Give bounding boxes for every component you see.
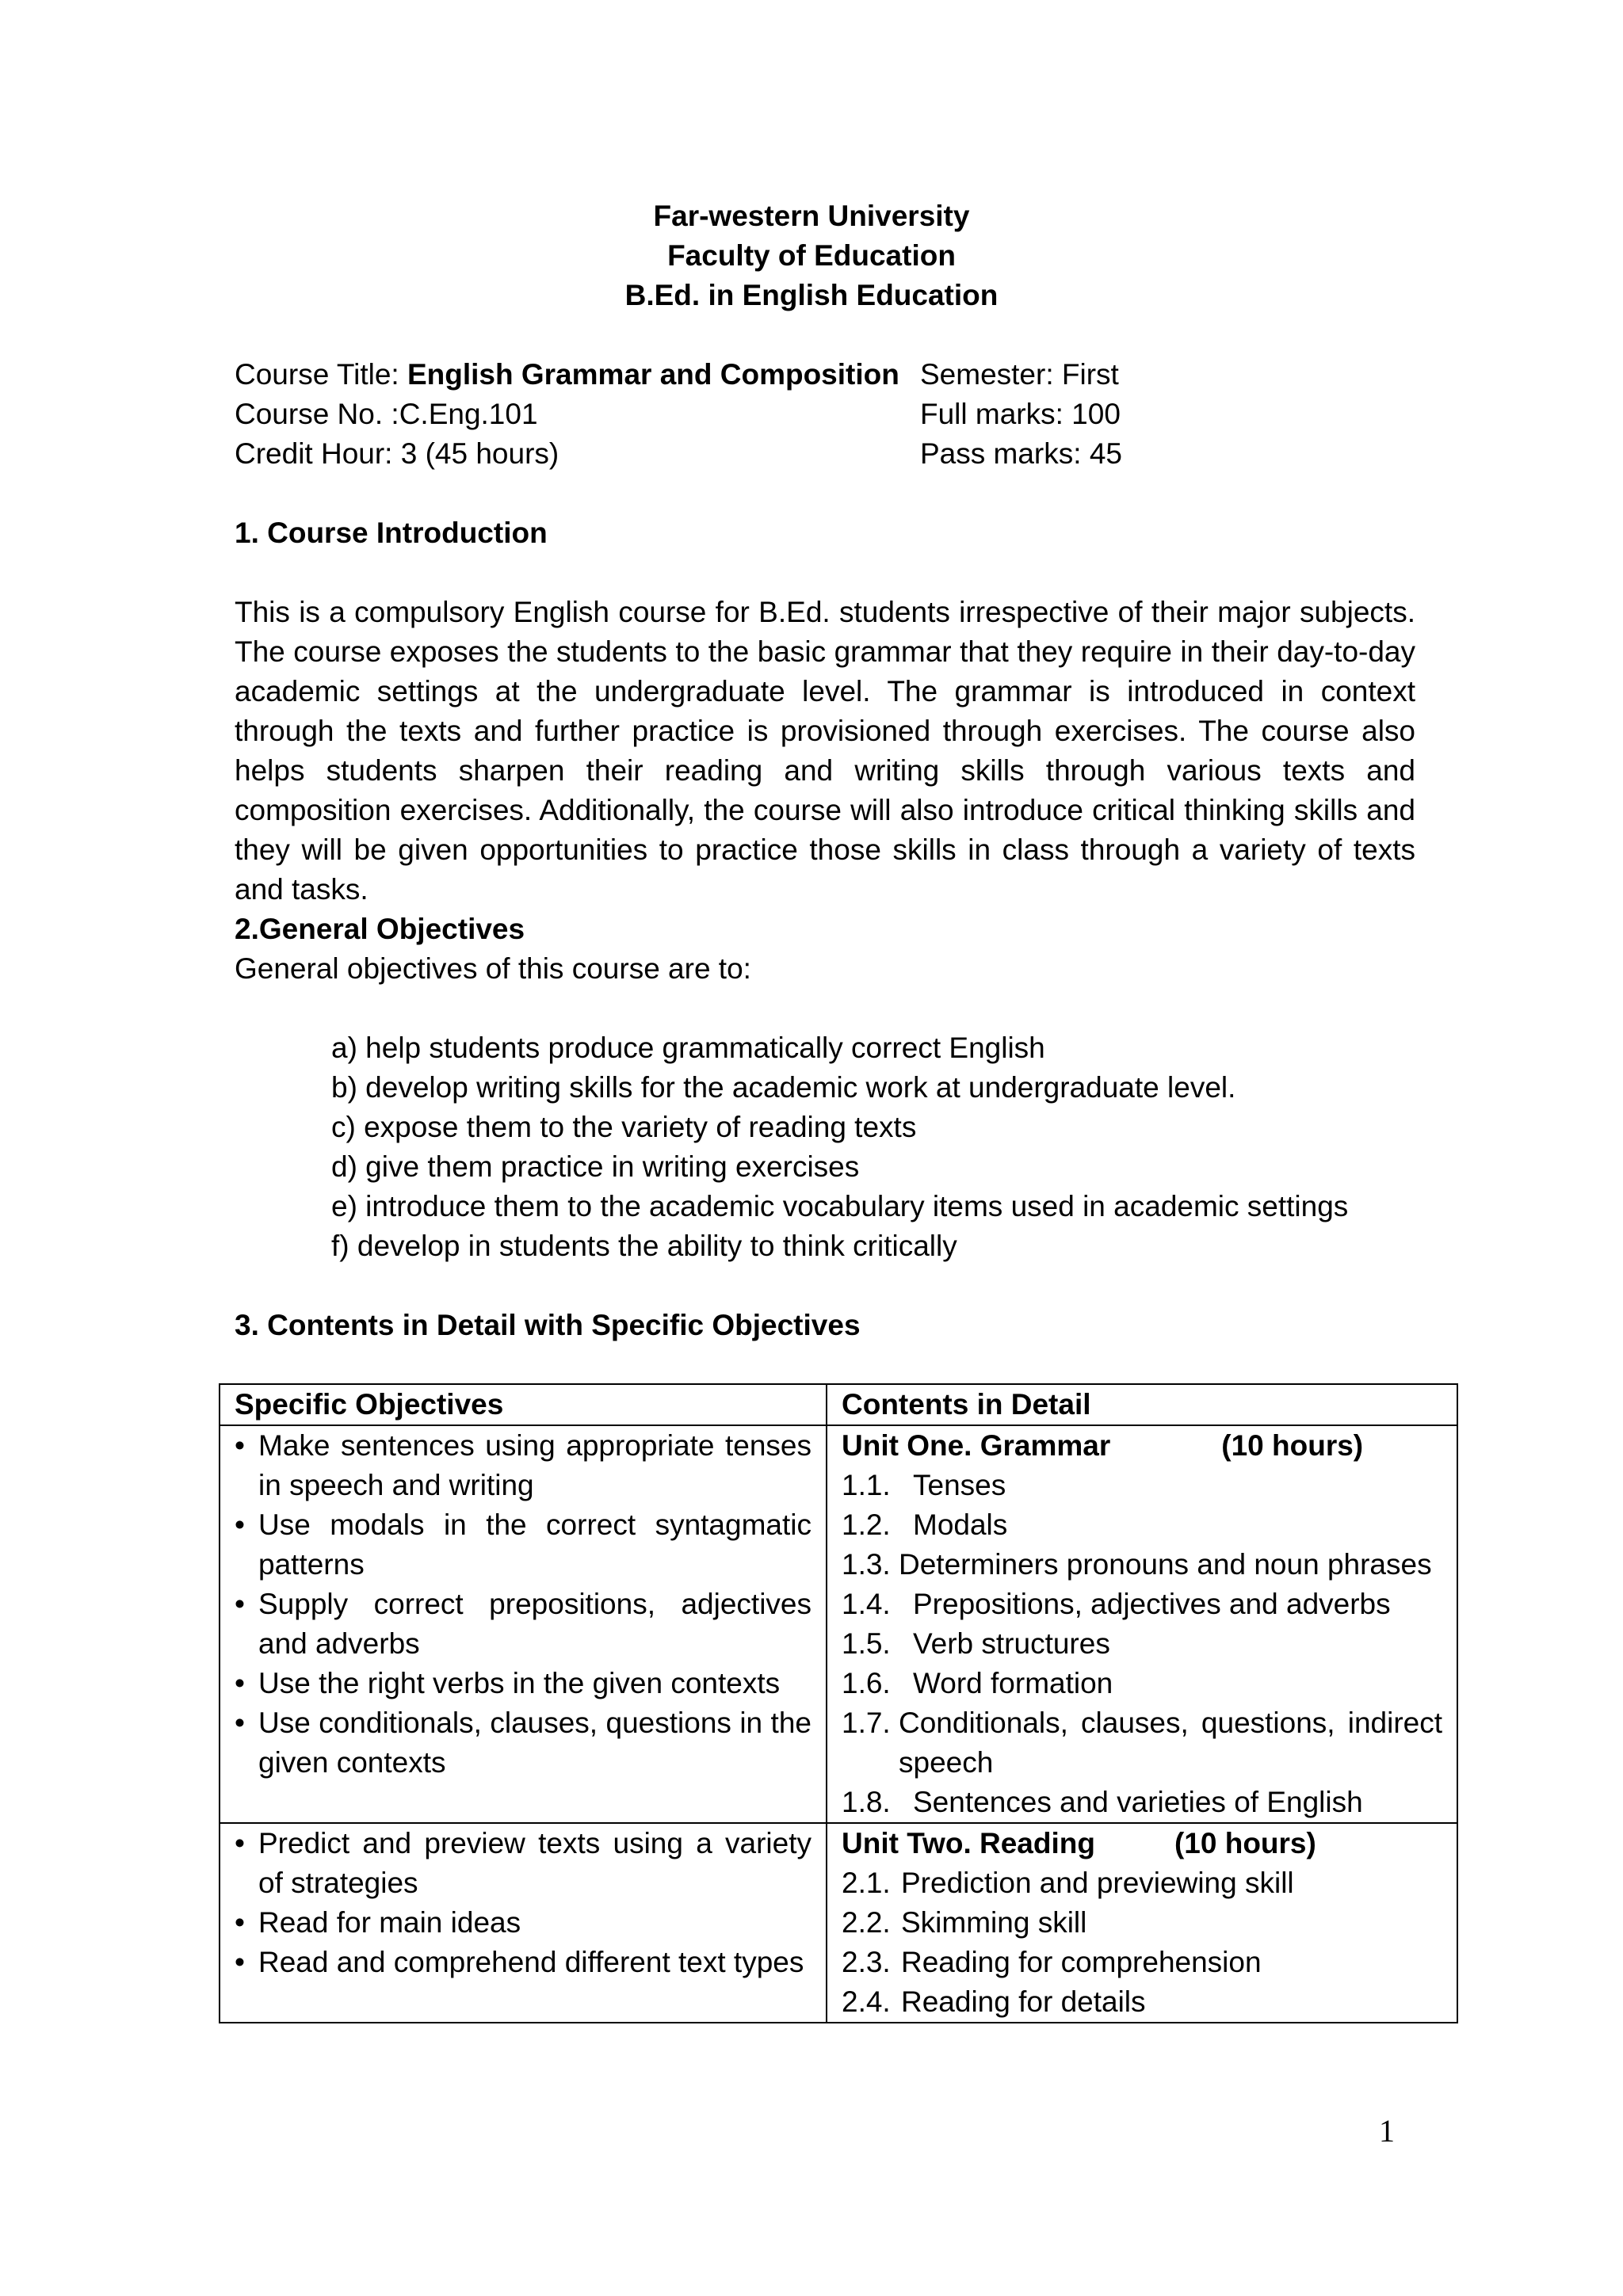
objectives-list xyxy=(331,1028,1348,1266)
topic-text: Word formation xyxy=(913,1667,1113,1699)
topic-text: Determiners pronouns and noun phrases xyxy=(899,1548,1432,1581)
faculty-name: Faculty of Education xyxy=(667,239,956,272)
list-item xyxy=(842,1903,1442,1943)
meta-row-credit xyxy=(235,434,1423,474)
page-number: 1 xyxy=(1379,2113,1395,2149)
topic-text: Reading for details xyxy=(901,1985,1146,2018)
list-item xyxy=(842,1982,1442,2022)
topic-list xyxy=(842,1466,1442,1822)
objective-item: d) give them practice in writing exercises xyxy=(331,1150,860,1183)
list-item: • Use conditionals, clauses, questions in the given contexts xyxy=(235,1703,812,1783)
university-name: Far-western University xyxy=(653,200,970,232)
unit-name: Unit Two. Reading xyxy=(842,1827,1095,1859)
topic-text: Tenses xyxy=(913,1469,1006,1501)
list-item xyxy=(842,1466,1442,1505)
intro-text: This is a compulsory English course for B.Ed. students irrespective of their major subjects. The course exposes the students to the basic grammar that they require in their day-to-day academic settings at the undergraduate level. The grammar is introduced in context through the texts and further practice is provisioned through exercises. The course also helps students sharpen their reading and writing skills through various texts and composition exercises. Additionally, the course will also introduce critical thinking skills and they will be given opportunities to practice those skills in class through a variety of texts and tasks. xyxy=(235,596,1415,906)
course-number: Course No. :C.Eng.101 xyxy=(235,398,538,430)
topic-text: Modals xyxy=(913,1508,1008,1541)
column-header-objectives: Specific Objectives xyxy=(220,1384,827,1425)
topic-number: 1.8. xyxy=(842,1786,891,1818)
list-item: • Read for main ideas xyxy=(235,1903,812,1943)
unit-title xyxy=(842,1426,1442,1466)
document-header xyxy=(0,196,1623,315)
objectives-bullets xyxy=(235,1824,812,1982)
objectives-heading: 2.General Objectives xyxy=(235,913,525,945)
list-item: • Supply correct prepositions, adjectives and adverbs xyxy=(235,1585,812,1664)
intro-heading: 1. Course Introduction xyxy=(235,517,548,549)
objective-item: e) introduce them to the academic vocabulary items used in academic settings xyxy=(331,1190,1349,1222)
topic-number: 2.1. xyxy=(842,1867,891,1899)
course-title-label: Course Title: xyxy=(235,358,407,391)
topic-text: Prediction and previewing skill xyxy=(901,1867,1294,1899)
topic-text: Prepositions, adjectives and adverbs xyxy=(913,1588,1391,1620)
topic-text: Reading for comprehension xyxy=(901,1946,1262,1978)
topic-text: Conditionals, clauses, questions, indirect speech xyxy=(899,1707,1442,1779)
list-item: • Predict and preview texts using a variety of strategies xyxy=(235,1824,812,1903)
objectives-bullets xyxy=(235,1426,812,1783)
topic-number: 2.2. xyxy=(842,1906,891,1939)
unit-name: Unit One. Grammar xyxy=(842,1429,1111,1462)
table-header-row xyxy=(220,1384,1457,1425)
topic-number: 1.5. xyxy=(842,1627,891,1660)
contents-heading: 3. Contents in Detail with Specific Objectives xyxy=(235,1309,861,1341)
topic-number: 1.7. xyxy=(842,1707,891,1739)
topic-number: 2.4. xyxy=(842,1985,891,2018)
topic-text: Verb structures xyxy=(913,1627,1110,1660)
list-item xyxy=(842,1703,1442,1783)
contents-detail-cell xyxy=(827,1425,1457,1823)
list-item: • Read and comprehend different text types xyxy=(235,1943,812,1982)
table-row xyxy=(220,1823,1457,2023)
topic-number: 1.3. xyxy=(842,1548,891,1581)
pass-marks: Pass marks: 45 xyxy=(920,437,1122,470)
unit-hours: (10 hours) xyxy=(1174,1827,1316,1859)
credit-hour: Credit Hour: 3 (45 hours) xyxy=(235,437,559,470)
list-item xyxy=(842,1624,1442,1664)
objective-item: c) expose them to the variety of reading texts xyxy=(331,1111,917,1143)
list-item xyxy=(842,1545,1442,1585)
topic-number: 1.1. xyxy=(842,1469,891,1501)
meta-row-course-no xyxy=(235,395,1423,434)
list-item xyxy=(842,1943,1442,1982)
meta-row-title xyxy=(235,355,1423,395)
list-item xyxy=(842,1664,1442,1703)
specific-objectives-cell xyxy=(220,1425,827,1823)
topic-number: 1.6. xyxy=(842,1667,891,1699)
topic-number: 1.2. xyxy=(842,1508,891,1541)
objective-item: b) develop writing skills for the academic work at undergraduate level. xyxy=(331,1071,1236,1104)
course-meta xyxy=(235,355,1423,474)
program-name: B.Ed. in English Education xyxy=(624,279,999,311)
list-item xyxy=(842,1505,1442,1545)
semester: Semester: First xyxy=(920,358,1119,391)
list-item xyxy=(842,1585,1442,1624)
list-item: • Make sentences using appropriate tenses in speech and writing xyxy=(235,1426,812,1505)
course-title-value: English Grammar and Composition xyxy=(407,358,899,391)
unit-hours: (10 hours) xyxy=(1221,1429,1364,1462)
objective-item: a) help students produce grammatically correct English xyxy=(331,1032,1045,1064)
topic-text: Skimming skill xyxy=(901,1906,1087,1939)
list-item: • Use modals in the correct syntagmatic patterns xyxy=(235,1505,812,1585)
contents-table xyxy=(219,1383,1458,2023)
list-item xyxy=(842,1783,1442,1822)
contents-detail-cell xyxy=(827,1823,1457,2023)
unit-title xyxy=(842,1824,1442,1863)
intro-paragraph xyxy=(235,593,1415,910)
full-marks: Full marks: 100 xyxy=(920,398,1121,430)
topic-number: 2.3. xyxy=(842,1946,891,1978)
objective-item: f) develop in students the ability to think critically xyxy=(331,1230,957,1262)
topic-text: Sentences and varieties of English xyxy=(913,1786,1363,1818)
topic-list xyxy=(842,1863,1442,2022)
specific-objectives-cell xyxy=(220,1823,827,2023)
objectives-intro: General objectives of this course are to: xyxy=(235,952,751,985)
list-item xyxy=(842,1863,1442,1903)
topic-number: 1.4. xyxy=(842,1588,891,1620)
column-header-contents: Contents in Detail xyxy=(827,1384,1457,1425)
table-row xyxy=(220,1425,1457,1823)
list-item: • Use the right verbs in the given contexts xyxy=(235,1664,812,1703)
